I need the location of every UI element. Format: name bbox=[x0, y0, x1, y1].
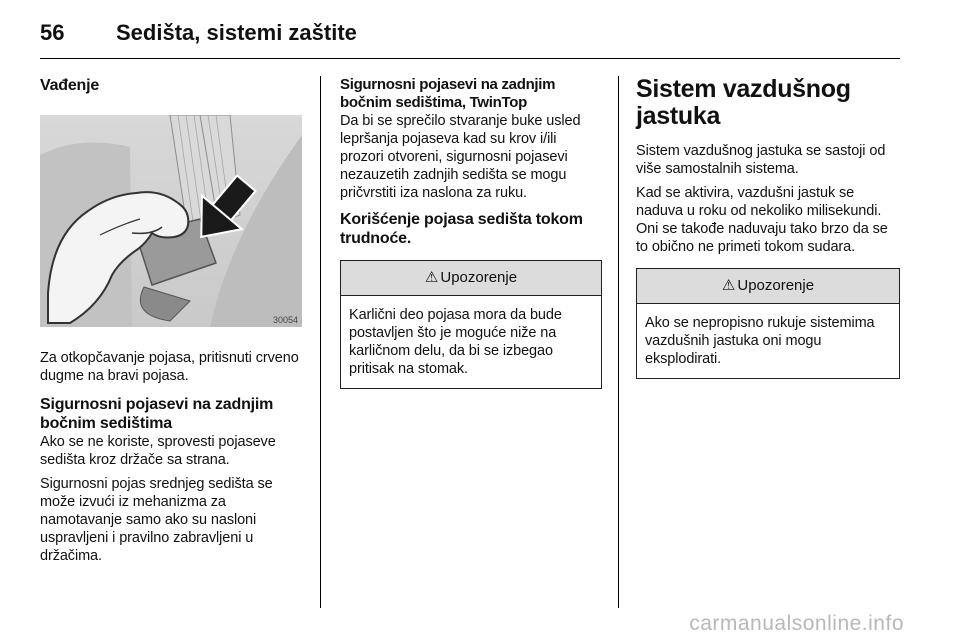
section-heading-rear-side-seats: Sigurnosni pojasevi na zadnjim bočnim sedištima bbox=[40, 396, 274, 432]
warning-text: Ako se nepropisno rukuje sistemima vazdušnih jastuka oni mogu eksplodirati. bbox=[645, 315, 875, 367]
section-heading-pregnancy: Korišćenje pojasa sedišta tokom trudnoće. bbox=[340, 211, 583, 247]
warning-text: Karlični deo pojasa mora da bude postavljen što je moguće niže na karličnom delu, da bi se izbegao pritisak na stomak. bbox=[349, 307, 562, 377]
section-heading-airbag-system: Sistem vazdušnog jastuka bbox=[636, 75, 851, 130]
header-rule bbox=[40, 58, 900, 59]
column-right bbox=[636, 76, 900, 379]
warning-title: Upozorenje bbox=[440, 269, 518, 286]
warning-header bbox=[341, 261, 601, 296]
illustration-id: 30054 bbox=[272, 315, 298, 325]
watermark: carmanualsonline.info bbox=[689, 612, 904, 635]
column-middle bbox=[340, 76, 602, 389]
page-number: 56 bbox=[40, 20, 65, 45]
warning-box bbox=[636, 268, 900, 379]
section-heading-twintop: Sigurnosni pojasevi na zadnjim bočnim sedištima, TwinTop bbox=[340, 76, 556, 111]
column-left bbox=[40, 76, 302, 571]
column-divider bbox=[618, 76, 619, 608]
page-header bbox=[40, 20, 900, 60]
body-paragraph: Kad se aktivira, vazdušni jastuk se naduva u roku od nekoliko milisekundi. Oni se takođe naduvaju tako brzo da se to obično ne primeti tokom sudara. bbox=[636, 185, 888, 255]
warning-icon: ⚠ bbox=[424, 269, 439, 286]
illustration-graphic bbox=[40, 115, 302, 327]
warning-box bbox=[340, 260, 602, 389]
caption-text: Za otkopčavanje pojasa, pritisnuti crveno dugme na bravi pojasa. bbox=[40, 350, 299, 384]
body-paragraph: Sigurnosni pojas srednjeg sedišta se može izvući iz mehanizma za namotavanje samo ako su nasloni uspravljeni i pravilno zabravljeni u držačima. bbox=[40, 476, 273, 564]
body-paragraph: Da bi se sprečilo stvaranje buke usled lepršanja pojaseva kad su krov i/ili prozori otvoreni, sigurnosni pojasevi nezauzetih zadnjih sedišta se mogu pričvrstiti iza naslona za ruku. bbox=[340, 113, 581, 201]
warning-icon: ⚠ bbox=[721, 277, 736, 294]
column-divider bbox=[320, 76, 321, 608]
body-paragraph: Sistem vazdušnog jastuka se sastoji od više samostalnih sistema. bbox=[636, 143, 886, 177]
warning-body bbox=[637, 304, 899, 378]
body-paragraph: Ako se ne koriste, sprovesti pojaseve sedišta kroz držače sa strana. bbox=[40, 434, 276, 468]
seatbelt-buckle-illustration bbox=[40, 115, 302, 327]
section-heading-removal: Vađenje bbox=[40, 77, 100, 94]
warning-title: Upozorenje bbox=[737, 277, 815, 294]
page-title: Sedišta, sistemi zaštite bbox=[116, 20, 357, 45]
warning-header bbox=[637, 269, 899, 304]
warning-body bbox=[341, 296, 601, 388]
